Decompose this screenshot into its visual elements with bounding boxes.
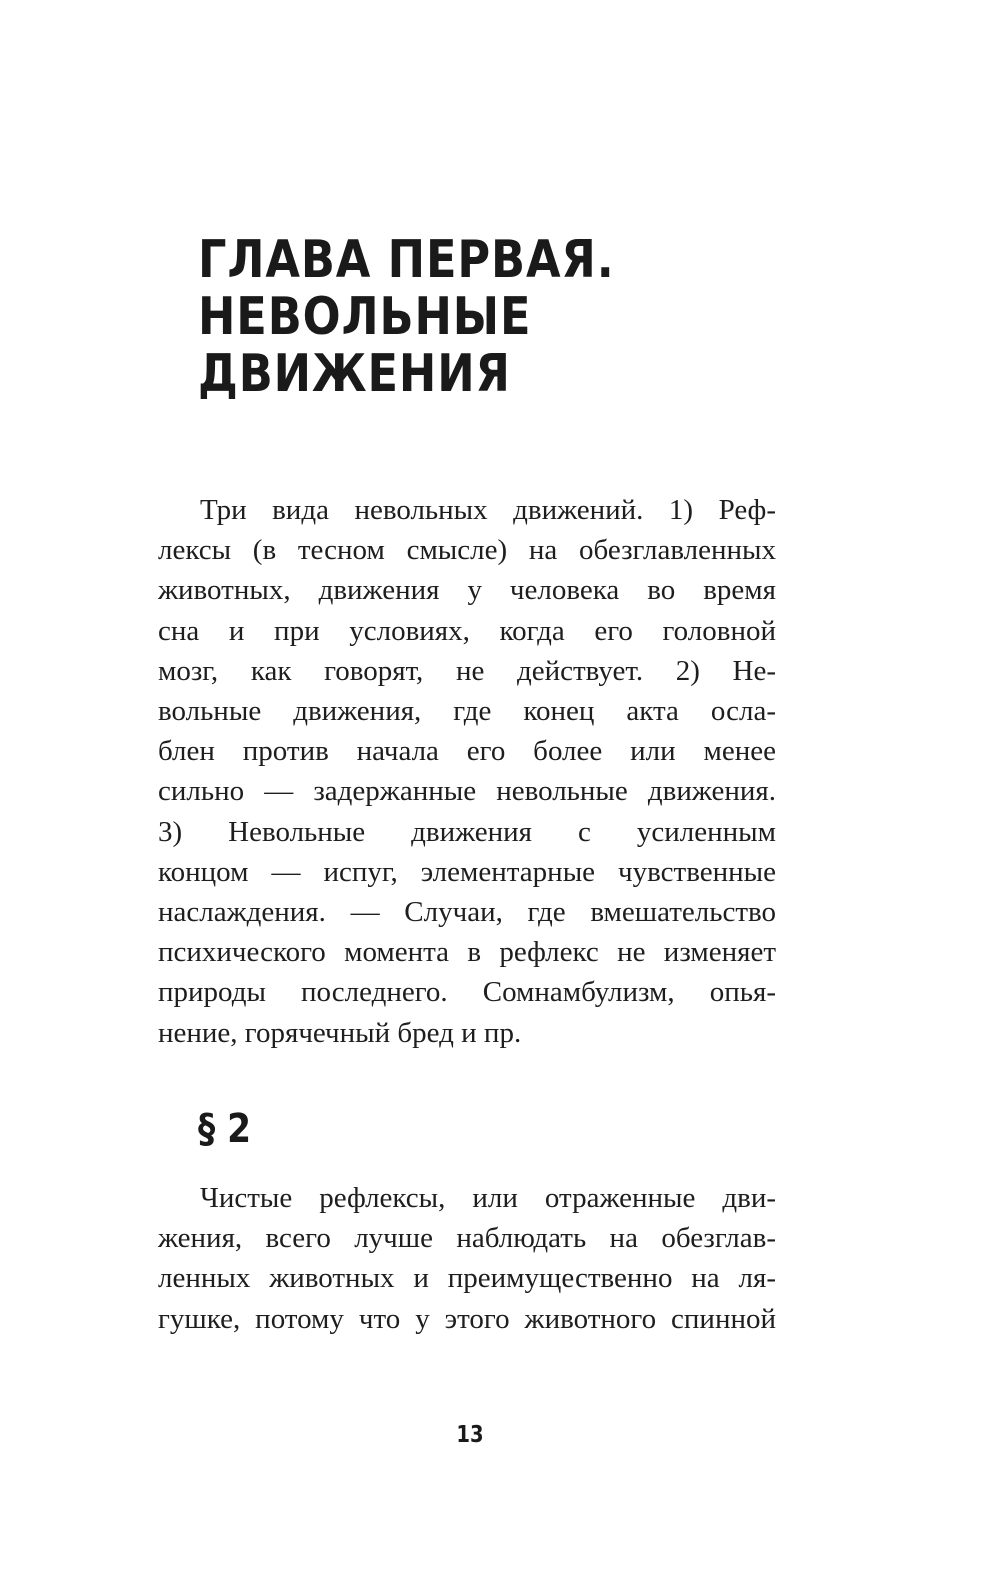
text-line: ленных животных и преимущественно на ля- [158, 1262, 776, 1295]
text-line: лексы (в тесном смысле) на обезглавленных [158, 534, 776, 567]
chapter-title [198, 232, 731, 403]
chapter-summary-paragraph [158, 490, 776, 1053]
chapter-title-line-2: НЕВОЛЬНЫЕ [198, 287, 532, 347]
section-heading: § 2 [198, 1106, 252, 1152]
text-line: Три вида невольных движений. 1) Реф- [200, 494, 776, 526]
text-line: нение, горячечный бред и пр. [158, 1016, 522, 1049]
text-line: сильно — задержанные невольные движения. [158, 775, 776, 808]
chapter-title-line-1: ГЛАВА ПЕРВАЯ. [198, 230, 615, 290]
text-line: природы последнего. Сомнамбулизм, опья- [158, 976, 776, 1009]
text-line: жения, всего лучше наблюдать на обезглав- [158, 1222, 776, 1255]
text-line: психического момента в рефлекс не изменяет [158, 936, 776, 969]
text-line: концом — испуг, элементарные чувственные [158, 855, 776, 888]
text-line: гушке, потому что у этого животного спинной [158, 1302, 776, 1335]
text-line: блен против начала его более или менее [158, 735, 776, 768]
text-line: наслаждения. — Случаи, где вмешательство [158, 896, 776, 929]
text-line: мозг, как говорят, не действует. 2) Не- [158, 654, 776, 687]
text-line: вольные движения, где конец акта осла- [158, 695, 776, 728]
section-paragraph [158, 1178, 776, 1339]
chapter-title-line-3: ДВИЖЕНИЯ [198, 344, 511, 404]
text-line: животных, движения у человека во время [158, 574, 776, 607]
text-line: Чистые рефлексы, или отраженные дви- [200, 1182, 776, 1214]
text-line: сна и при условиях, когда его головной [158, 614, 776, 647]
text-line: 3) Невольные движения с усиленным [158, 815, 776, 848]
page-number: 13 [456, 1422, 484, 1448]
